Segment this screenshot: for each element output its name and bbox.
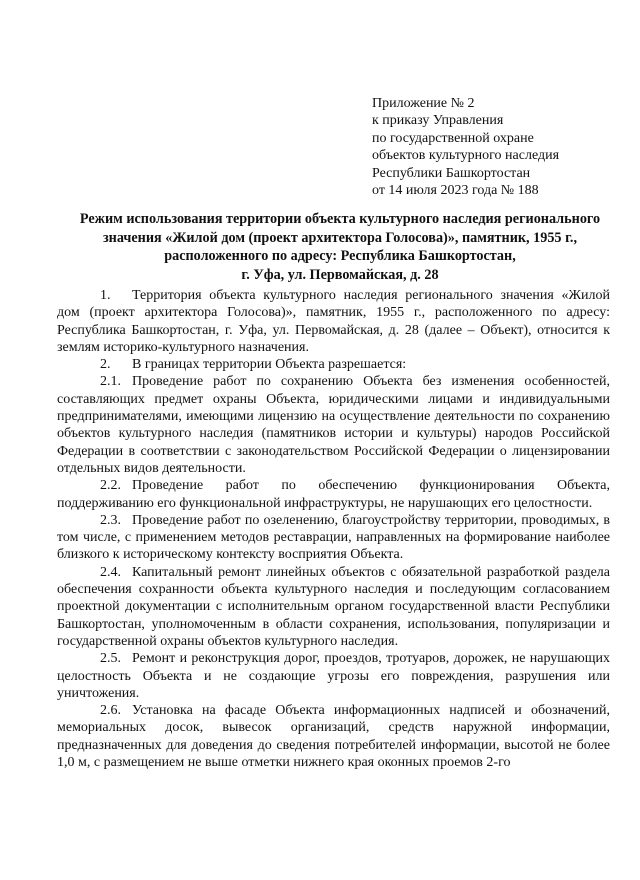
paragraph-text: Проведение работ по озеленению, благоустройству территории, проводимых, в том числе, с применением методов реставрации, направленных на формирование наиболее близкого к историческому контексту восприятия Объекта. (57, 512, 610, 563)
title-line: значения «Жилой дом (проект архитектора Голосова)», памятник, 1955 г., (102, 229, 578, 246)
title-line: расположенного по адресу: Республика Башкортостан, (164, 248, 516, 264)
document-body (57, 287, 610, 771)
paragraph-number: 2. (100, 357, 111, 373)
appendix-line: объектов культурного наследия (372, 148, 560, 164)
paragraph-text: Проведение работ по обеспечению функционирования Объекта, поддерживанию его функциональной инфраструктуры, не нарушающих его целостности. (57, 478, 610, 511)
paragraph-number: 2.5. (100, 651, 121, 667)
appendix-line: от 14 июля 2023 года № 188 (372, 183, 539, 199)
paragraph-number: 2.3. (100, 512, 121, 528)
appendix-line: к приказу Управления (372, 113, 504, 129)
appendix-line: Приложение № 2 (372, 96, 475, 111)
paragraph-number: 2.1. (100, 374, 121, 390)
paragraph-number: 2.6. (100, 703, 121, 719)
paragraph-number: 2.2. (100, 478, 121, 494)
paragraph-text: Капитальный ремонт линейных объектов с обязательной разработкой раздела обеспечения сохранности объекта культурного наследия и последующим согласованием проектной документации с исполнительным органом государственной власти Республики Башкортостан, уполномоченным в области сохранения, использования, популяризации и государственной охраны объектов культурного наследия. (57, 564, 610, 649)
title-line: Режим использования территории объекта культурного наследия регионального (79, 211, 601, 227)
paragraph (57, 287, 610, 356)
paragraph (57, 702, 610, 771)
paragraph-text: Ремонт и реконструкция дорог, проездов, тротуаров, дорожек, не нарушающих целостность Объекта и не создающие угрозы его повреждения, разрушения или уничтожения. (57, 651, 610, 701)
paragraph-number: 2.4. (100, 564, 121, 580)
paragraph (57, 373, 610, 477)
paragraph-number: 1. (100, 288, 111, 303)
paragraph-text: В границах территории Объекта разрешается: (132, 357, 407, 373)
title-line: г. Уфа, ул. Первомайская, д. 28 (241, 266, 439, 283)
paragraph (57, 564, 610, 650)
paragraph (57, 477, 610, 512)
paragraph-text: Установка на фасаде Объекта информационных надписей и обозначений, мемориальных досок, вывесок организаций, средств наружной информации, предназначенных для доведения до сведения потребителей информации, высотой не более 1,0 м, с размещением не выше отметки нижнего края оконных проемов 2-го (57, 703, 610, 771)
paragraph-text: Проведение работ по сохранению Объекта без изменения особенностей, составляющих предмет охраны Объекта, юридическими лицами и индивидуальными предпринимателями, имеющими лицензию на осуществление деятельности по сохранению объектов культурного наследия (памятников истории и культуры) народов Российской Федерации в соответствии с законодательством Российской Федерации о лицензировании отдельных видов деятельности. (57, 374, 610, 476)
appendix-line: по государственной охране (372, 130, 534, 146)
paragraph (57, 356, 610, 373)
document-title (40, 210, 640, 284)
appendix-line: Республики Башкортостан (372, 165, 531, 181)
appendix-block (372, 95, 559, 199)
paragraph-text: Территория объекта культурного наследия регионального значения «Жилой дом (проект архитектора Голосова)», памятник, 1955 г., расположенного по адресу: Республика Башкортостан, г. Уфа, ул. Первомайская, д. 28 (далее – Объект), относится к землям историко-культурного назначения. (57, 288, 610, 355)
paragraph (57, 512, 610, 564)
paragraph (57, 650, 610, 702)
